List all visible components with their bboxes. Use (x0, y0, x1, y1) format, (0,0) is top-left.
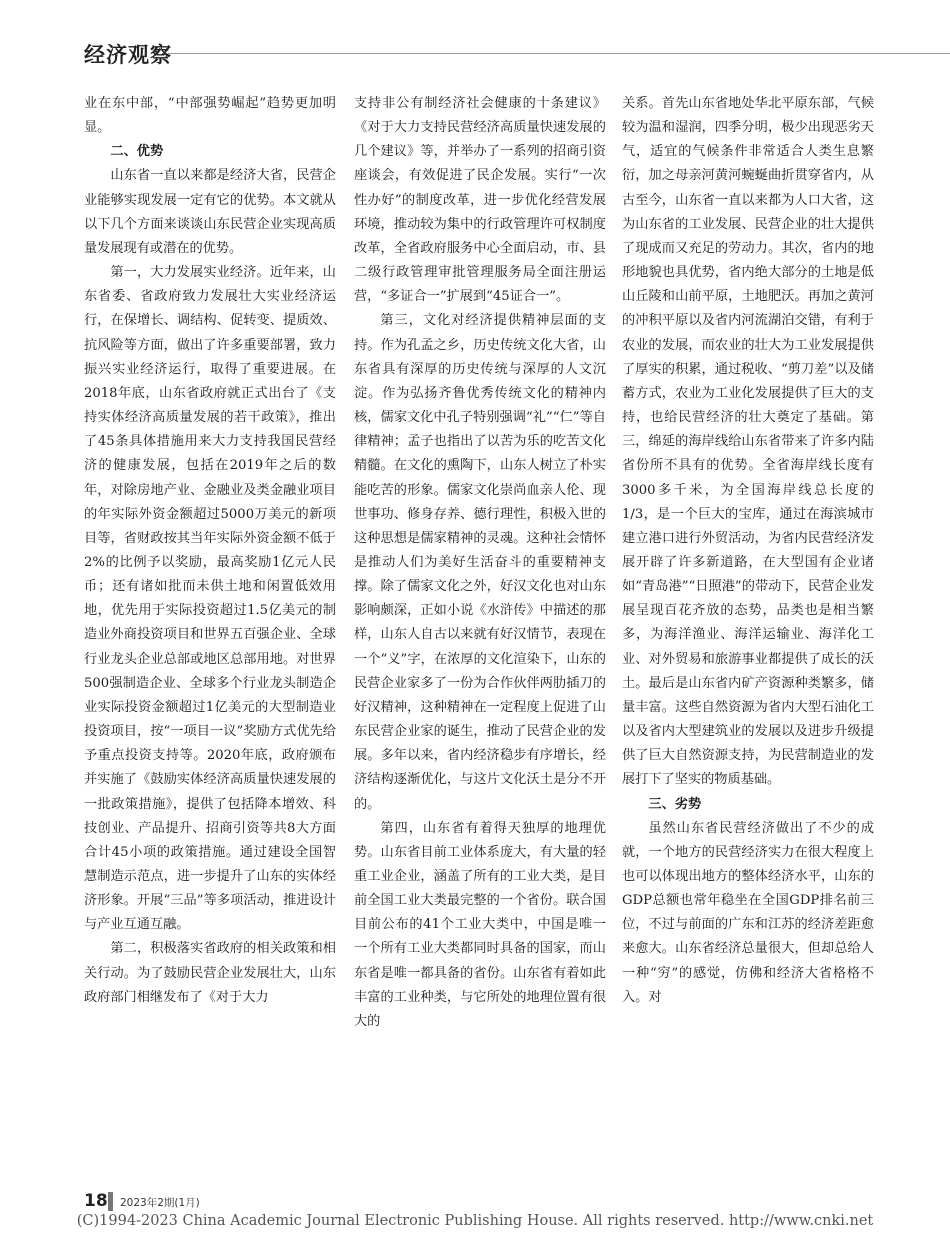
page-number: 18 (84, 1191, 108, 1211)
folio-bar (108, 1192, 113, 1211)
text-column-3 (622, 92, 874, 1152)
copyright-line: (C)1994-2023 China Academic Journal Electronic Publishing House. All rights reserved. http://www.cnki.net (76, 1213, 874, 1229)
section-heading: 二、优势 (110, 144, 164, 160)
text-column-1 (84, 92, 336, 1152)
paragraph: 第三，文化对经济提供精神层面的支持。作为孔孟之乡，历史传统文化大省，山东省具有深厚的历史传统与深厚的人文沉淀。作为弘扬齐鲁优秀传统文化的精神内核，儒家文化中孔子特别强调“礼”“仁”等自律精神；孟子也指出了以苦为乐的吃苦文化精髓。在文化的熏陶下，山东人树立了朴实能吃苦的形象。儒家文化崇尚血亲人伦、现世事功、修身存养、德行理性，积极入世的这种思想是儒家精神的灵魂。这种社会情怀是推动人们为美好生活奋斗的重要精神支撑。除了儒家文化之外，好汉文化也对山东影响颇深，正如小说《水浒传》中描述的那样，山东人自古以来就有好汉情节，表现在一个“义”字，在浓厚的文化渲染下，山东的民营企业家多了一份为合作伙伴两肋插刀的好汉精神，这种精神在一定程度上促进了山东民营企业家的诞生，推动了民营企业的发展。多年以来，省内经济稳步有序增长，经济结构逐渐优化，与这片文化沃土是分不开的。 (354, 313, 606, 812)
text-column-2 (354, 92, 606, 1152)
paragraph: 第四，山东省有着得天独厚的地理优势。山东省目前工业体系庞大，有大量的轻重工业企业，涵盖了所有的工业大类，是目前全国工业大类最完整的一个省份。联合国目前公布的41个工业大类中，中国是唯一一个所有工业大类都同时具备的国家，而山东省是唯一都具备的省份。山东省有着如此丰富的工业种类，与它所处的地理位置有很大的 (354, 820, 606, 1029)
continued-paragraph: 支持非公有制经济社会健康的十条建议》《对于大力支持民营经济高质量快速发展的几个建议》等，并举办了一系列的招商引资座谈会，有效促进了民企发展。实行“一次性办好”的制度改革，进一步优化经营发展环境，推动较为集中的行政管理许可权制度改革，全省政府服务中心全面启动，市、县二级行政管理审批管理服务局全面注册运营，“多证合一”扩展到“45证合一”。 (354, 96, 606, 305)
paragraph: 虽然山东省民营经济做出了不少的成就，一个地方的民营经济实力在很大程度上也可以体现出地方的整体经济水平，山东的GDP总额也常年稳坐在全国GDP排名前三位，不过与前面的广东和江苏的经济差距愈来愈大。山东省经济总量很大，但却总给人一种“穷”的感觉，仿佛和经济大省格格不入。对 (622, 820, 874, 1005)
paragraph: 山东省一直以来都是经济大省，民营企业能够实现发展一定有它的优势。本文就从以下几个方面来谈谈山东民营企业实现高质量发展现有或潜在的优势。 (84, 168, 336, 256)
header-rule (168, 53, 950, 54)
paragraph: 第二，积极落实省政府的相关政策和相关行动。为了鼓励民营企业发展壮大，山东政府部门相继发布了《对于大力 (84, 941, 336, 1005)
continued-paragraph: 业在东中部，“中部强势崛起”趋势更加明显。 (84, 96, 336, 136)
paragraph: 第一，大力发展实业经济。近年来，山东省委、省政府致力发展壮大实业经济运行，在保增长、调结构、促转变、提质效、抗风险等方面，做出了许多重要部署，致力振兴实业经济运行，取得了重要进展。在2018年底，山东省政府就正式出台了《支持实体经济高质量发展的若干政策》，推出了45条具体措施用来大力支持我国民营经济的健康发展，包括在2019年之后的数年，对除房地产业、金融业及类金融业项目的年实际外资金额超过5000万美元的新项目等，省财政按其当年实际外资金额不低于2%的比例予以奖励，最高奖励1亿元人民币；还有诸如批而未供土地和闲置低效用地，优先用于实际投资超过1.5亿美元的制造业外商投资项目和世界五百强企业、全球行业龙头企业总部或地区总部用地。对世界500强制造企业、全球多个行业龙头制造企业实际投资金额超过1亿美元的大型制造业投资项目，按“一项目一议”奖励方式优先给予重点投资支持等。2020年底，政府颁布并实施了《鼓励实体经济高质量快速发展的一批政策措施》，提供了包括降本增效、科技创业、产品提升、招商引资等共8大方面合计45小项的政策措施。通过建设全国智慧制造示范点，进一步提升了山东的实体经济形象。开展“三品”等多项活动，推进设计与产业互通互融。 (84, 265, 336, 933)
continued-paragraph: 关系。首先山东省地处华北平原东部，气候较为温和湿润，四季分明，极少出现恶劣天气，适宜的气候条件非常适合人类生息繁衍，加之母亲河黄河蜿蜒曲折贯穿省内，从古至今，山东省一直以来都为人口大省，这为山东省的工业发展、民营企业的壮大提供了现成而又充足的劳动力。其次，省内的地形地貌也具优势，省内绝大部分的土地是低山丘陵和山前平原，土地肥沃。再加之黄河的冲积平原以及省内河流湖泊交错，有利于农业的发展，而农业的壮大为工业发展提供了厚实的积累，通过税收、“剪刀差”以及储蓄方式，农业为工业化发展提供了巨大的支持，也给民营经济的壮大奠定了基础。第三，绵延的海岸线给山东省带来了许多内陆省份所不具有的优势。全省海岸线长度有3000多千米，为全国海岸线总长度的1/3，是一个巨大的宝库，通过在海滨城市建立港口进行外贸活动，为省内民营经济发展开辟了许多新道路，在大型国有企业诸如“青岛港”“日照港”的带动下，民营企业发展呈现百花齐放的态势，品类也是相当繁多，为海洋渔业、海洋运输业、海洋化工业、对外贸易和旅游事业都提供了成长的沃土。最后是山东省内矿产资源种类繁多，储量丰富。这些自然资源为省内大型石油化工以及省内大型建筑业的发展以及进步升级提供了巨大自然资源支持，为民营制造业的发展打下了坚实的物质基础。 (622, 96, 874, 788)
issue-info: 2023年2期(1月) (120, 1197, 200, 1209)
section-heading: 三、劣势 (648, 796, 702, 812)
journal-title: 经济观察 (84, 43, 172, 67)
